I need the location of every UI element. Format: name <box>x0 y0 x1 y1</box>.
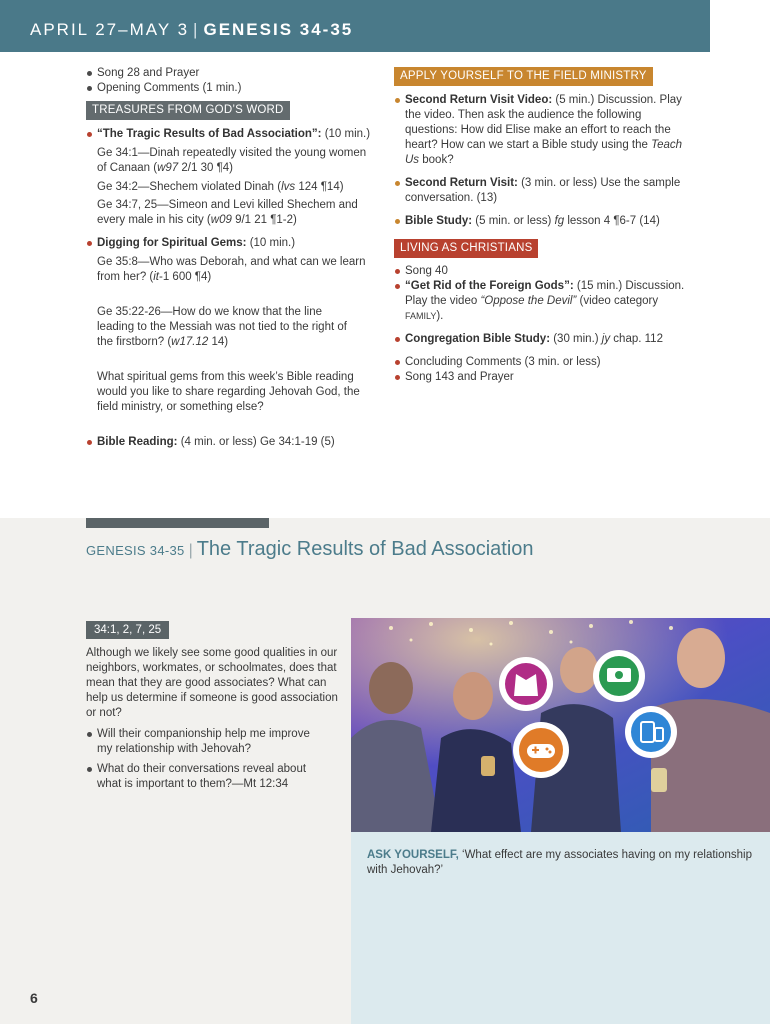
bible-study-item <box>394 214 686 229</box>
talk-point-ref: w09 <box>210 214 232 226</box>
talk-point-tail: 9/1 21 ¶1-2) <box>231 214 297 226</box>
devices-icon <box>625 706 677 758</box>
talk-point-text: Ge 34:1—Dinah repeatedly visited the young women of Canaan ( <box>97 147 367 174</box>
left-column <box>86 66 378 450</box>
gems-q1-text: Ge 35:8—Who was Deborah, and what can we learn from her? ( <box>97 256 366 283</box>
question-item: Will their companionship help me improve my relationship with Jehovah? <box>86 727 311 757</box>
ask-yourself-lead: ASK YOURSELF, <box>367 849 459 861</box>
reading-title: Bible Reading: <box>97 436 178 448</box>
page-number: 6 <box>30 990 38 1006</box>
talk-point-ref: lvs <box>281 181 296 193</box>
section-heading-apply: APPLY YOURSELF TO THE FIELD MINISTRY <box>394 67 653 86</box>
rv-rest: (5 min.) Discussion. Play the video. Then ask the audience the following questions: How did Elise make an effort to reach the heart? How can we start a Bible study using the <box>405 94 682 151</box>
section-heading-treasures: TREASURES FROM GOD’S WORD <box>86 101 290 120</box>
game-controller-icon <box>513 722 569 778</box>
ask-yourself-box <box>351 832 770 1024</box>
header-separator: | <box>193 20 200 39</box>
money-icon <box>593 650 645 702</box>
list-item: Song 40 <box>394 264 686 279</box>
gods-rest: (15 min.) Discussion. Play the video <box>405 280 685 307</box>
ask-yourself-question: ‘What effect are my associates having on my relationship with Jehovah?’ <box>367 849 752 876</box>
return-visit-item <box>394 176 686 206</box>
return-visit-video-item <box>394 93 686 168</box>
gems-q1-tail: -1 600 ¶4) <box>159 271 212 283</box>
talk-title: “The Tragic Results of Bad Association”: <box>97 128 322 140</box>
header-scripture: GENESIS 34-35 <box>203 20 354 39</box>
cbs-ref: jy <box>601 333 611 345</box>
gods-end: (video category <box>576 295 659 307</box>
lower-title-main: The Tragic Results of Bad Association <box>196 538 534 560</box>
lower-accent-bar <box>86 518 269 528</box>
talk-point-tail: 124 ¶14) <box>295 181 344 193</box>
header-band <box>0 0 770 52</box>
gods-video: “Oppose the Devil” <box>480 295 577 307</box>
reading-rest: (4 min. or less) Ge 34:1-19 (5) <box>177 436 335 448</box>
photo-illustration <box>351 618 770 832</box>
header-notch <box>710 0 770 52</box>
list-item: Song 28 and Prayer <box>86 66 378 81</box>
gods-title: “Get Rid of the Foreign Gods”: <box>405 280 574 292</box>
bs-ref: fg <box>554 215 565 227</box>
group-photo <box>351 618 770 832</box>
bs-title: Bible Study: <box>405 215 473 227</box>
gems-q2-tail: 14) <box>208 336 229 348</box>
list-item: Song 143 and Prayer <box>394 370 686 385</box>
cbs-end: chap. 112 <box>610 333 663 345</box>
gems-question-2 <box>86 305 356 350</box>
lower-title <box>86 538 534 561</box>
rv2-title: Second Return Visit: <box>405 177 518 189</box>
talk-point <box>86 146 378 176</box>
talk-point <box>86 180 378 195</box>
rv-book: Teach Us <box>405 139 683 166</box>
gods-category: FAMILY <box>405 311 437 321</box>
gems-q2-text: Ge 35:22-26—How do we know that the line leading to the Messiah was not tied to the right of the firstborn? ( <box>97 306 347 348</box>
jacket-icon <box>499 657 553 711</box>
gems-time: (10 min.) <box>246 237 296 249</box>
gems-q1-ref: it <box>153 271 159 283</box>
talk-point-tail: 2/1 30 ¶4) <box>178 162 233 174</box>
talk-point-text: Ge 34:7, 25—Simeon and Levi killed Shechem and every male in his city ( <box>97 199 358 226</box>
header-title <box>30 20 353 40</box>
list-item: Concluding Comments (3 min. or less) <box>394 355 686 370</box>
foreign-gods-item <box>394 279 686 324</box>
intro-paragraph: Although we likely see some good qualities in our neighbors, workmates, or schoolmates, does that mean that they are good associates? What can help us determine if someone is good association or not? <box>86 647 338 719</box>
cbs-title: Congregation Bible Study: <box>405 333 551 345</box>
gems-item <box>86 236 378 251</box>
gems-q2-ref: w17.12 <box>171 336 209 348</box>
cbs-item <box>394 332 686 347</box>
bs-end: lesson 4 ¶6-7 (14) <box>564 215 660 227</box>
talk-item <box>86 127 378 142</box>
gems-question-3: What spiritual gems from this week’s Bible reading would you like to share regarding Jehovah God, the field ministry, or something else? <box>97 371 360 413</box>
ask-yourself-text <box>367 848 757 878</box>
reading-item <box>86 435 378 450</box>
gems-title: Digging for Spiritual Gems: <box>97 237 247 249</box>
rv-title: Second Return Visit Video: <box>405 94 553 106</box>
gods-close: ). <box>436 310 444 322</box>
scripture-ref-tag: 34:1, 2, 7, 25 <box>86 621 169 639</box>
question-item: What do their conversations reveal about what is important to them?—Mt 12:34 <box>86 762 326 792</box>
talk-point <box>86 198 378 228</box>
list-item: Opening Comments (1 min.) <box>86 81 378 96</box>
bs-rest: (5 min. or less) <box>472 215 555 227</box>
lower-title-separator: | <box>188 542 193 559</box>
cbs-rest: (30 min.) <box>550 333 602 345</box>
right-column <box>394 67 686 385</box>
lower-text <box>86 646 341 792</box>
lower-title-scripture: GENESIS 34-35 <box>86 543 185 558</box>
talk-point-ref: w97 <box>157 162 179 174</box>
header-date-range: APRIL 27–MAY 3 <box>30 20 190 39</box>
rv2-rest: (3 min. or less) Use the sample conversation. (13) <box>405 177 681 204</box>
section-heading-living: LIVING AS CHRISTIANS <box>394 239 538 258</box>
talk-time: (10 min.) <box>321 128 371 140</box>
rv-end: book? <box>419 154 454 166</box>
talk-point-text: Ge 34:2—Shechem violated Dinah ( <box>97 181 282 193</box>
gems-question-1 <box>86 255 378 285</box>
